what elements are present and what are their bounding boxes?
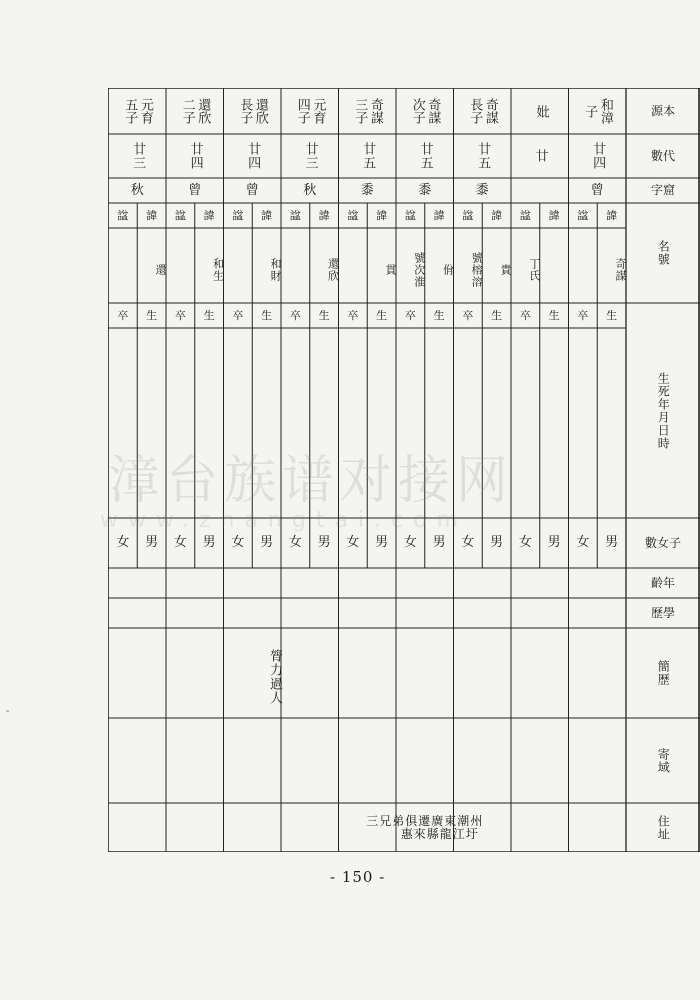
name-sub-hui: 諡 — [404, 208, 416, 222]
source-relation-group — [180, 98, 209, 124]
life-sub-death: 卒 — [462, 308, 474, 322]
address-line: 惠來縣龍江圩 — [400, 826, 479, 841]
source-char: 妣 — [533, 104, 549, 118]
source-char: 元 — [310, 98, 326, 111]
source-relation-group — [583, 98, 612, 124]
person-source-cell — [569, 88, 627, 134]
source-relation-group — [353, 98, 382, 124]
label-residence: 寄域 — [656, 747, 671, 774]
source-relation-group — [468, 98, 497, 124]
children-male: 男 — [547, 535, 561, 551]
children-male: 男 — [432, 535, 446, 551]
relation: 四子 — [294, 98, 310, 124]
person-character: 曾 — [245, 182, 259, 198]
person-character: 曾 — [590, 182, 604, 198]
name-sub-hui: 諡 — [577, 208, 589, 222]
person-source-cell — [109, 88, 167, 134]
person-given-name: 還欣 — [326, 257, 340, 282]
children-male: 男 — [375, 535, 389, 551]
source-relation-group — [532, 105, 548, 118]
address-note — [339, 803, 512, 852]
life-sub-birth: 生 — [203, 308, 215, 322]
source-relation-group — [295, 98, 324, 124]
relation: 五子 — [122, 98, 138, 124]
source-char: 元 — [137, 98, 153, 111]
source-name — [598, 98, 612, 124]
name-sub-hui2: 諱 — [146, 208, 158, 222]
relation: 長子 — [467, 98, 483, 124]
relation: 二子 — [179, 98, 195, 124]
source-char: 謀 — [425, 111, 441, 124]
name-sub-hui2: 諱 — [203, 208, 215, 222]
margin-mark: - — [6, 706, 10, 717]
children-male: 男 — [490, 535, 504, 551]
person-hui-name — [569, 228, 598, 307]
life-sub-birth: 生 — [433, 308, 445, 322]
name-sub-hui2: 諱 — [491, 208, 503, 222]
person-source-cell — [339, 88, 397, 134]
children-male: 男 — [202, 535, 216, 551]
name-sub-hui2: 諱 — [606, 208, 618, 222]
label-address: 住址 — [656, 814, 671, 841]
person-given-name: 貫 — [384, 263, 397, 276]
person-given-name: 奇謀 — [614, 257, 627, 282]
life-sub-birth: 生 — [491, 308, 503, 322]
label-children-count: 數女子 — [644, 535, 681, 550]
person-character: 秋 — [303, 182, 317, 198]
label-education: 歷學 — [650, 605, 675, 620]
person-hui-name: 號榕溶 — [470, 251, 484, 288]
person-generation: 廿五 — [417, 142, 433, 170]
life-sub-death: 卒 — [404, 308, 416, 322]
person-source-cell — [281, 88, 339, 134]
children-female: 女 — [461, 535, 475, 551]
source-char: 還 — [252, 98, 268, 111]
source-name — [483, 98, 497, 124]
name-sub-hui: 諡 — [462, 208, 474, 222]
person-hui-name: 丁氏 — [527, 257, 541, 282]
watermark-text: 漳台族谱对接网 — [108, 451, 515, 511]
relation: 子 — [582, 104, 598, 118]
person-source-cell — [511, 88, 569, 134]
source-name — [368, 98, 382, 124]
children-male: 男 — [260, 535, 274, 551]
name-sub-hui2: 諱 — [548, 208, 560, 222]
children-female: 女 — [231, 535, 245, 551]
source-char: 謀 — [367, 111, 383, 124]
source-relation-group — [123, 98, 152, 124]
person-character: 秋 — [130, 182, 144, 198]
children-female: 女 — [173, 535, 187, 551]
source-char: 還 — [195, 98, 211, 111]
source-name — [311, 98, 325, 124]
name-sub-hui: 諡 — [289, 208, 301, 222]
person-hui-name — [281, 228, 310, 307]
name-sub-hui: 諡 — [232, 208, 244, 222]
source-name — [138, 98, 152, 124]
person-generation: 廿五 — [360, 142, 376, 170]
name-sub-hui: 諡 — [117, 208, 129, 222]
watermark-url: www.zhangtai.com — [100, 508, 469, 533]
children-female: 女 — [518, 535, 532, 551]
relation: 次子 — [409, 98, 425, 124]
life-sub-birth: 生 — [606, 308, 618, 322]
career-note: 膂力過人 — [267, 649, 282, 705]
life-sub-death: 卒 — [117, 308, 129, 322]
life-sub-birth: 生 — [318, 308, 330, 322]
label-name: 名號 — [656, 240, 671, 266]
person-source-cell — [454, 88, 512, 134]
source-char: 欣 — [252, 111, 268, 124]
source-char: 漳 — [597, 111, 613, 124]
source-char: 奇 — [425, 98, 441, 111]
page-number: - 150 - — [330, 868, 386, 886]
person-generation: 廿三 — [302, 142, 318, 170]
life-sub-birth: 生 — [548, 308, 560, 322]
name-sub-hui2: 諱 — [318, 208, 330, 222]
life-sub-birth: 生 — [146, 308, 158, 322]
label-career: 簡歷 — [656, 660, 671, 686]
source-char: 育 — [310, 111, 326, 124]
person-given-name: 貴 — [499, 263, 512, 276]
name-sub-hui2: 諱 — [433, 208, 445, 222]
source-relation-group — [238, 98, 267, 124]
person-character: 曾 — [188, 182, 202, 198]
life-sub-death: 卒 — [347, 308, 359, 322]
person-character: 黍 — [475, 182, 489, 198]
label-age: 齡年 — [650, 575, 675, 590]
life-sub-death: 卒 — [174, 308, 186, 322]
source-char: 奇 — [482, 98, 498, 111]
relation: 長子 — [237, 98, 253, 124]
person-generation: 廿五 — [475, 142, 491, 170]
name-sub-hui: 諡 — [174, 208, 186, 222]
person-hui-name — [109, 228, 138, 307]
address-line: 三兄弟俱遷廣東潮州 — [366, 813, 484, 828]
person-hui-name — [339, 228, 368, 307]
life-sub-death: 卒 — [289, 308, 301, 322]
source-relation-group — [410, 98, 439, 124]
life-sub-death: 卒 — [577, 308, 589, 322]
source-name — [196, 98, 210, 124]
source-char: 謀 — [482, 111, 498, 124]
source-name — [253, 98, 267, 124]
source-char: 欣 — [195, 111, 211, 124]
name-sub-hui: 諡 — [347, 208, 359, 222]
relation: 三子 — [352, 98, 368, 124]
label-generation: 數代 — [650, 148, 675, 163]
name-sub-hui2: 諱 — [261, 208, 273, 222]
person-given-name: 和生 — [211, 257, 225, 282]
source-char: 育 — [137, 111, 153, 124]
life-sub-death: 卒 — [519, 308, 531, 322]
person-generation: 廿 — [532, 149, 548, 163]
label-birth-death: 生死年月日時 — [656, 371, 671, 450]
source-char: 和 — [597, 98, 613, 111]
person-generation: 廿三 — [130, 142, 146, 170]
person-generation: 廿四 — [590, 142, 606, 170]
life-sub-birth: 生 — [376, 308, 388, 322]
label-source: 源本 — [650, 103, 675, 118]
person-generation: 廿四 — [245, 142, 261, 170]
person-character — [511, 178, 569, 203]
label-character: 字窟 — [650, 183, 675, 198]
children-female: 女 — [576, 535, 590, 551]
person-source-cell — [396, 88, 454, 134]
person-hui-name — [224, 228, 253, 307]
children-male: 男 — [605, 535, 619, 551]
person-given-name: 和財 — [269, 257, 282, 282]
name-sub-hui2: 諱 — [376, 208, 388, 222]
children-male: 男 — [145, 535, 159, 551]
children-female: 女 — [403, 535, 417, 551]
person-source-cell — [224, 88, 282, 134]
person-given-name: 還 — [154, 263, 167, 276]
person-character: 黍 — [418, 182, 432, 198]
person-generation: 廿四 — [187, 142, 203, 170]
source-name — [534, 105, 548, 118]
person-given-name: 佾 — [441, 263, 455, 276]
person-character: 黍 — [360, 182, 374, 198]
children-male: 男 — [317, 535, 331, 551]
children-female: 女 — [116, 535, 130, 551]
children-female: 女 — [346, 535, 360, 551]
life-sub-birth: 生 — [261, 308, 273, 322]
children-female: 女 — [288, 535, 302, 551]
source-name — [426, 98, 440, 124]
life-sub-death: 卒 — [232, 308, 244, 322]
person-hui-name — [166, 228, 195, 307]
person-hui-name: 號次淮 — [412, 251, 426, 288]
person-source-cell — [166, 88, 224, 134]
name-sub-hui: 諡 — [519, 208, 531, 222]
source-char: 奇 — [367, 98, 383, 111]
person-given-name — [540, 228, 569, 307]
